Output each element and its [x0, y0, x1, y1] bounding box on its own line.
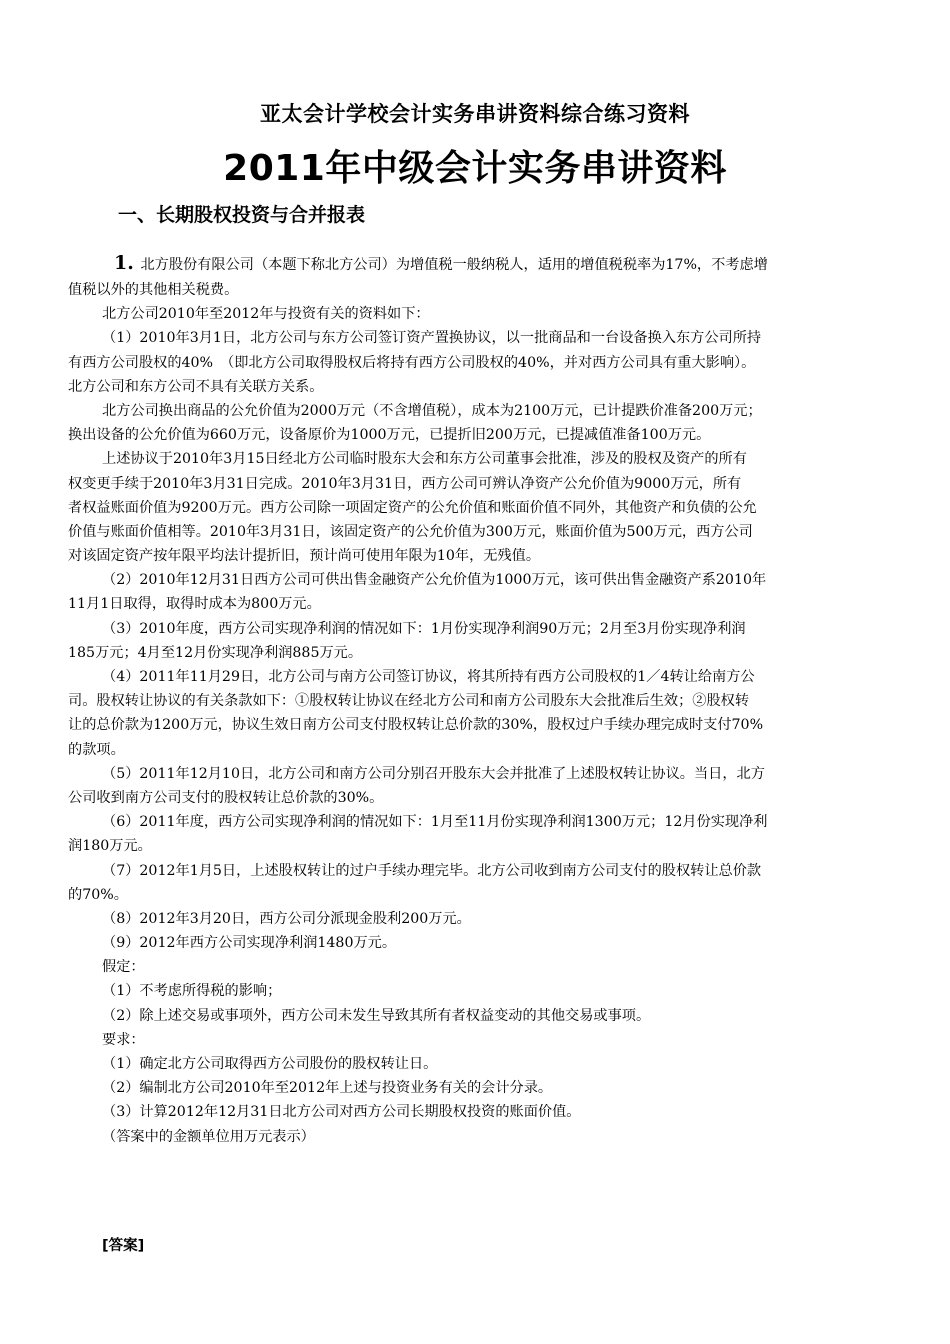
question-line: （3）2010年度，西方公司实现净利润的情况如下：1月份实现净利润90万元；2月至3月份实现净利润 [102, 620, 746, 637]
question-line: （5）2011年12月10日，北方公司和南方公司分别召开股东大会并批准了上述股权转让协议。当日，北方 [102, 765, 765, 782]
main-title: 2011年中级会计实务串讲资料 [223, 148, 727, 189]
question-line: （1）2010年3月1日，北方公司与东方公司签订资产置换协议，以一批商品和一台设备换入东方公司所持 [102, 330, 762, 347]
question-line: （9）2012年西方公司实现净利润1480万元。 [102, 935, 397, 952]
question-line: 权变更手续于2010年3月31日完成。2010年3月31日，西方公司可辨认净资产公允价值为9000万元，所有 [68, 475, 742, 492]
question-line: 有西方公司股权的40% （即北方公司取得股权后将持有西方公司股权的40%，并对西方公司具有重大影响）。 [68, 354, 756, 371]
question-line: 要求： [102, 1031, 145, 1048]
question-line: 185万元；4月至12月份实现净利润885万元。 [68, 644, 363, 661]
question-line: （2）2010年12月31日西方公司可供出售金融资产公允价值为1000万元，该可供出售金融资产系2010年 [102, 572, 767, 589]
section-heading: 一、长期股权投资与合并报表 [118, 204, 366, 226]
question-body [68, 248, 883, 1149]
question-line: （7）2012年1月5日，上述股权转让的过户手续办理完毕。北方公司收到南方公司支付的股权转让总价款 [102, 862, 762, 879]
question-line: 公司收到南方公司支付的股权转让总价款的30%。 [68, 789, 384, 806]
question-line: 对该固定资产按年限平均法计提折旧，预计尚可使用年限为10年，无残值。 [68, 548, 541, 565]
question-line: 价值与账面价值相等。2010年3月31日，该固定资产的公允价值为300万元，账面价值为500万元，西方公司 [68, 523, 753, 540]
question-line [68, 248, 883, 278]
question-line: 让的总价款为1200万元，协议生效日南方公司支付股权转让总价款的30%，股权过户手续办理完成时支付70% [68, 717, 764, 734]
question-line: （6）2011年度，西方公司实现净利润的情况如下：1月至11月份实现净利润1300万元；12月份实现净利 [102, 814, 768, 831]
question-line: （4）2011年11月29日，北方公司与南方公司签订协议，将其所持有西方公司股权的1／4转让给南方公 [102, 669, 755, 685]
question-line: 11月1日取得，取得时成本为800万元。 [68, 596, 321, 613]
question-line: （2）除上述交易或事项外，西方公司未发生导致其所有者权益变动的其他交易或事项。 [102, 1007, 651, 1024]
question-line: 值税以外的其他相关税费。 [68, 282, 239, 298]
question-line: 的70%。 [68, 886, 128, 903]
question-line: （1）确定北方公司取得西方公司股份的股权转让日。 [102, 1056, 438, 1072]
question-line: 北方公司和东方公司不具有关联方关系。 [68, 378, 324, 395]
question-line: （8）2012年3月20日，西方公司分派现金股利200万元。 [102, 910, 471, 927]
question-line: 上述协议于2010年3月15日经北方公司临时股东大会和东方公司董事会批准，涉及的股权及资产的所有 [102, 451, 747, 468]
question-line: 北方公司2010年至2012年与投资有关的资料如下： [102, 306, 430, 323]
question-number: 1. [114, 252, 141, 274]
question-line: （答案中的金额单位用万元表示） [102, 1128, 315, 1145]
question-line: 者权益账面价值为9200万元。西方公司除一项固定资产的公允价值和账面价值不同外，其他资产和负债的公允 [68, 499, 757, 516]
question-line: 假定： [102, 959, 145, 976]
question-line-text: 北方股份有限公司（本题下称北方公司）为增值税一般纳税人，适用的增值税税率为17%，不考虑增 [140, 257, 768, 273]
question-line: 换出设备的公允价值为660万元，设备原价为1000万元，已提折旧200万元，已提减值准备100万元。 [68, 427, 711, 444]
school-title: 亚太会计学校会计实务串讲资料综合练习资料 [260, 102, 690, 126]
question-line: （2）编制北方公司2010年至2012年上述与投资业务有关的会计分录。 [102, 1080, 553, 1097]
question-line: 北方公司换出商品的公允价值为2000万元（不含增值税），成本为2100万元，已计提跌价准备200万元； [102, 402, 762, 419]
question-line: 润180万元。 [68, 838, 152, 855]
question-line: 的款项。 [68, 741, 125, 758]
question-line: （1）不考虑所得税的影响； [102, 983, 282, 1000]
question-line: 司。股权转让协议的有关条款如下：①股权转让协议在经北方公司和南方公司股东大会批准后生效；②股权转 [68, 693, 750, 710]
answer-label: [答案] [102, 1238, 145, 1254]
question-line: （3）计算2012年12月31日北方公司对西方公司长期股权投资的账面价值。 [102, 1104, 581, 1121]
